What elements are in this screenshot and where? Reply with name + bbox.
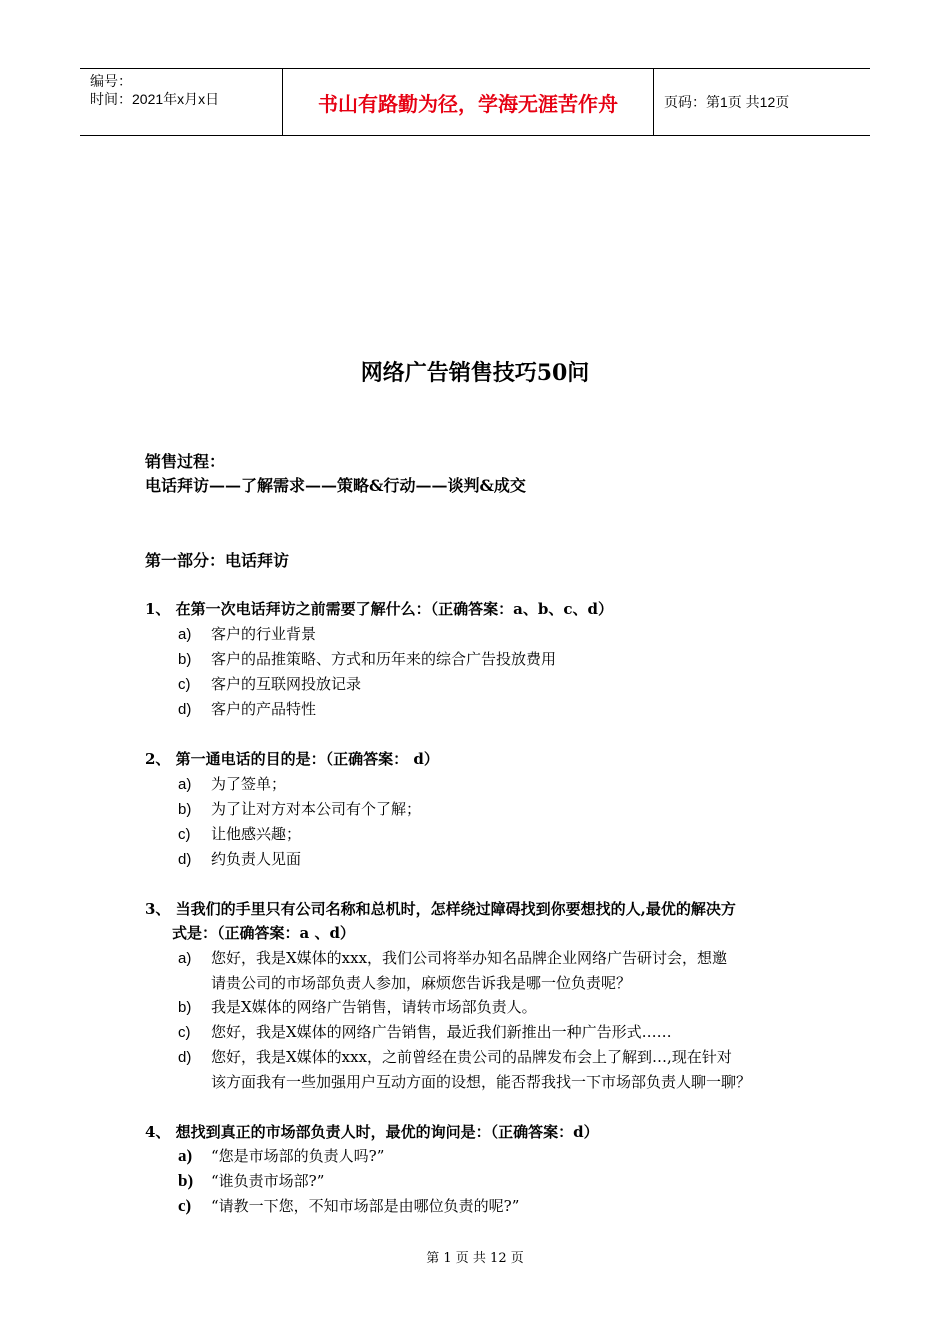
option-row bbox=[178, 1046, 732, 1067]
question-3: 3、 当我们的手里只有公司名称和总机时，怎样绕过障碍找到你要想找的人,最优的解决方 bbox=[145, 900, 736, 918]
option-text: “您是市场部的负责人吗?” bbox=[211, 1147, 385, 1165]
question-1: 1、 在第一次电话拜访之前需要了解什么：（正确答案：a、b、c、d） bbox=[145, 600, 613, 618]
option-label: b) bbox=[178, 1171, 194, 1190]
option-label: a) bbox=[178, 950, 192, 967]
option-row bbox=[178, 798, 421, 819]
option-text: 客户的品推策略、方式和历年来的综合广告投放费用 bbox=[211, 650, 557, 668]
option-text-continued: 该方面我有一些加强用户互动方面的设想，能否帮我找一下市场部负责人聊一聊？ bbox=[211, 1073, 752, 1091]
option-label: d) bbox=[178, 701, 192, 718]
option-row bbox=[178, 1021, 672, 1042]
option-row bbox=[178, 1195, 519, 1216]
option-label: c) bbox=[178, 826, 191, 843]
option-text: 为了签单； bbox=[211, 775, 287, 793]
option-row bbox=[178, 947, 727, 968]
process-heading: 销售过程： bbox=[145, 452, 226, 471]
option-label: b) bbox=[178, 999, 192, 1016]
option-text: 为了让对方对本公司有个了解； bbox=[211, 800, 422, 818]
option-text: “请教一下您，不知市场部是由哪位负责的呢?” bbox=[211, 1197, 520, 1215]
header-motto: 书山有路勤为径，学海无涯苦作舟 bbox=[282, 69, 654, 135]
option-text: 客户的产品特性 bbox=[211, 700, 317, 718]
question-3-continued: 式是：（正确答案：a 、d） bbox=[172, 924, 355, 942]
option-row bbox=[178, 823, 301, 844]
process-steps: 电话拜访——了解需求——策略&行动——谈判&成交 bbox=[145, 476, 526, 495]
option-text: 让他感兴趣； bbox=[211, 825, 302, 843]
option-row bbox=[178, 996, 537, 1017]
option-row bbox=[178, 623, 316, 644]
header-meta bbox=[80, 69, 282, 135]
number-label: 编号： bbox=[90, 73, 132, 89]
time-label: 时间：2021年x月x日 bbox=[90, 91, 220, 107]
option-label: b) bbox=[178, 801, 192, 818]
page-footer: 第 1 页 共 12 页 bbox=[426, 1251, 524, 1266]
option-label: d) bbox=[178, 851, 192, 868]
option-row bbox=[178, 773, 286, 794]
option-text: 您好，我是X媒体的网络广告销售，最近我们新推出一种广告形式…… bbox=[211, 1023, 672, 1041]
option-row bbox=[178, 673, 361, 694]
option-text-continued: 请贵公司的市场部负责人参加，麻烦您告诉我是哪一位负责呢？ bbox=[211, 974, 632, 992]
section-heading: 第一部分：电话拜访 bbox=[145, 551, 290, 570]
question-4: 4、 想找到真正的市场部负责人时，最优的询问是：（正确答案：d） bbox=[145, 1123, 599, 1141]
header-page-info: 页码：第1页 共12页 bbox=[664, 94, 790, 110]
option-label: a) bbox=[178, 626, 192, 643]
option-label: c) bbox=[178, 676, 191, 693]
document-title: 网络广告销售技巧50问 bbox=[360, 360, 590, 386]
option-label: d) bbox=[178, 1049, 192, 1066]
option-text: 我是X媒体的网络广告销售，请转市场部负责人。 bbox=[211, 998, 537, 1016]
option-label: a) bbox=[178, 776, 192, 793]
option-text: 客户的行业背景 bbox=[211, 625, 317, 643]
option-row bbox=[178, 698, 316, 719]
option-label: c) bbox=[178, 1024, 191, 1041]
option-text: 您好，我是X媒体的xxx，我们公司将举办知名品牌企业网络广告研讨会，想邀 bbox=[211, 949, 728, 967]
option-row bbox=[178, 848, 301, 869]
question-2: 2、 第一通电话的目的是：（正确答案： d） bbox=[145, 750, 439, 768]
option-row bbox=[178, 1170, 324, 1191]
option-text: “谁负责市场部?” bbox=[211, 1172, 325, 1190]
option-text: 您好，我是X媒体的xxx，之前曾经在贵公司的品牌发布会上了解到…,现在针对 bbox=[211, 1048, 732, 1066]
option-text: 约负责人见面 bbox=[211, 850, 302, 868]
option-row bbox=[178, 1145, 384, 1166]
option-label: a) bbox=[178, 1146, 193, 1165]
option-row bbox=[178, 648, 556, 669]
option-label: c) bbox=[178, 1196, 192, 1215]
option-text: 客户的互联网投放记录 bbox=[211, 675, 362, 693]
page-header bbox=[80, 68, 870, 136]
option-label: b) bbox=[178, 651, 192, 668]
